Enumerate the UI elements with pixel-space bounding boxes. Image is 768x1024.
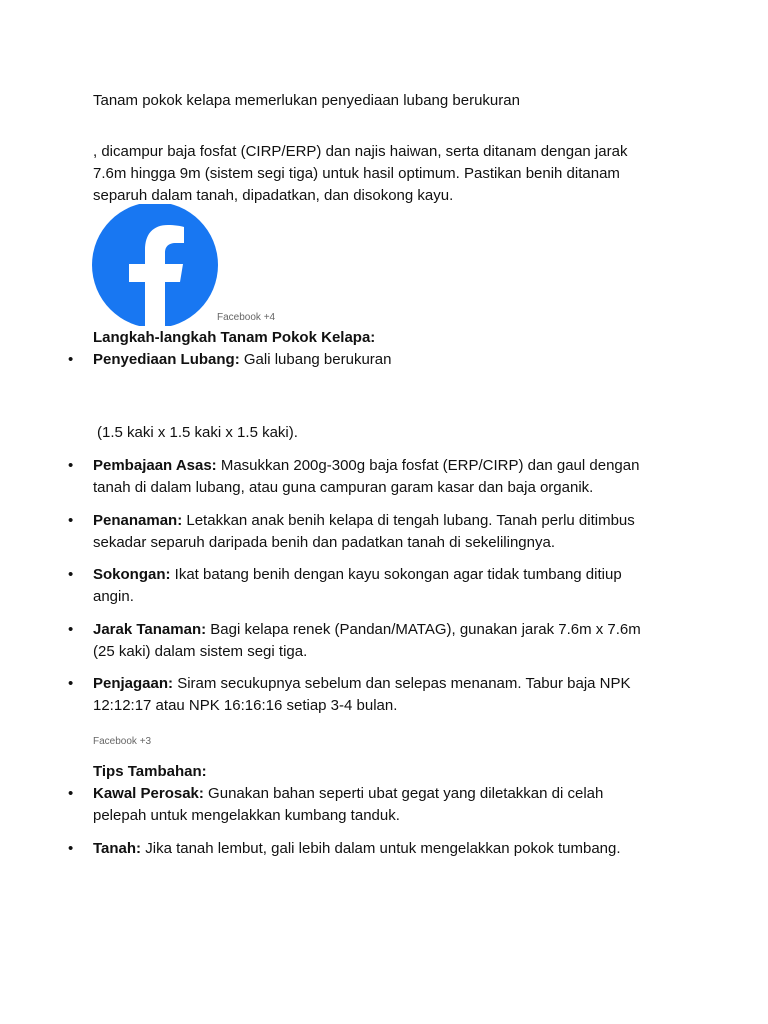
intro-line-3: 7.6m hingga 9m (sistem segi tiga) untuk hasil optimum. Pastikan benih ditanam [93, 165, 620, 182]
tip-text-continued: pelepah untuk mengelakkan kumbang tanduk. [93, 807, 400, 824]
tip-text: Jika tanah lembut, gali lebih dalam untuk mengelakkan pokok tumbang. [141, 840, 621, 857]
step-text-continued: angin. [93, 588, 134, 605]
step-title: Penanaman: [93, 512, 183, 529]
tip-title: Kawal Perosak: [93, 785, 204, 802]
bullet: • [68, 351, 74, 368]
step-maintenance [93, 673, 631, 695]
step-spacing [93, 619, 641, 641]
bullet: • [68, 785, 74, 802]
bullet: • [68, 621, 74, 638]
tips-heading: Tips Tambahan: [93, 763, 207, 780]
facebook-icon[interactable] [92, 204, 218, 326]
hole-size-text: (1.5 kaki x 1.5 kaki x 1.5 kaki). [97, 424, 298, 441]
step-text: Gali lubang berukuran [239, 351, 392, 368]
bullet: • [68, 457, 74, 474]
bullet: • [68, 675, 74, 692]
step-planting [93, 510, 635, 532]
step-text-continued: sekadar separuh daripada benih dan padatkan tanah di sekelilingnya. [93, 534, 556, 551]
bullet: • [68, 512, 74, 529]
tip-text: Gunakan bahan seperti ubat gegat yang diletakkan di celah [203, 785, 604, 802]
step-support [93, 564, 622, 586]
step-title: Pembajaan Asas: [93, 457, 217, 474]
bullet: • [68, 840, 74, 857]
intro-line-1: Tanam pokok kelapa memerlukan penyediaan lubang berukuran [93, 92, 520, 109]
step-text: Siram secukupnya sebelum dan selepas menanam. Tabur baja NPK [173, 675, 631, 692]
tip-pest-control [93, 783, 603, 805]
step-text-continued: tanah di dalam lubang, atau guna campuran garam kasar dan baja organik. [93, 479, 594, 496]
step-title: Penyediaan Lubang: [93, 351, 240, 368]
step-text: Bagi kelapa renek (Pandan/MATAG), gunakan jarak 7.6m x 7.6m [206, 621, 641, 638]
intro-line-4: separuh dalam tanah, dipadatkan, dan disokong kayu. [93, 187, 454, 204]
step-title: Jarak Tanaman: [93, 621, 207, 638]
steps-heading: Langkah-langkah Tanam Pokok Kelapa: [93, 329, 376, 346]
step-text: Ikat batang benih dengan kayu sokongan agar tidak tumbang ditiup [170, 566, 622, 583]
step-title: Penjagaan: [93, 675, 174, 692]
step-text: Masukkan 200g-300g baja fosfat (ERP/CIRP) dan gaul dengan [216, 457, 640, 474]
intro-line-2: , dicampur baja fosfat (CIRP/ERP) dan najis haiwan, serta ditanam dengan jarak [93, 143, 628, 160]
step-text-continued: 12:12:17 atau NPK 16:16:16 setiap 3-4 bulan. [93, 697, 398, 714]
tip-title: Tanah: [93, 840, 142, 857]
step-title: Sokongan: [93, 566, 171, 583]
source-citation-1[interactable]: Facebook +4 [217, 312, 276, 323]
step-hole-preparation [93, 349, 391, 371]
tip-soil [93, 838, 621, 860]
source-citation-2[interactable]: Facebook +3 [93, 736, 152, 747]
step-base-fertilizing [93, 455, 639, 477]
bullet: • [68, 566, 74, 583]
step-text-continued: (25 kaki) dalam sistem segi tiga. [93, 643, 308, 660]
step-text: Letakkan anak benih kelapa di tengah lubang. Tanah perlu ditimbus [182, 512, 635, 529]
